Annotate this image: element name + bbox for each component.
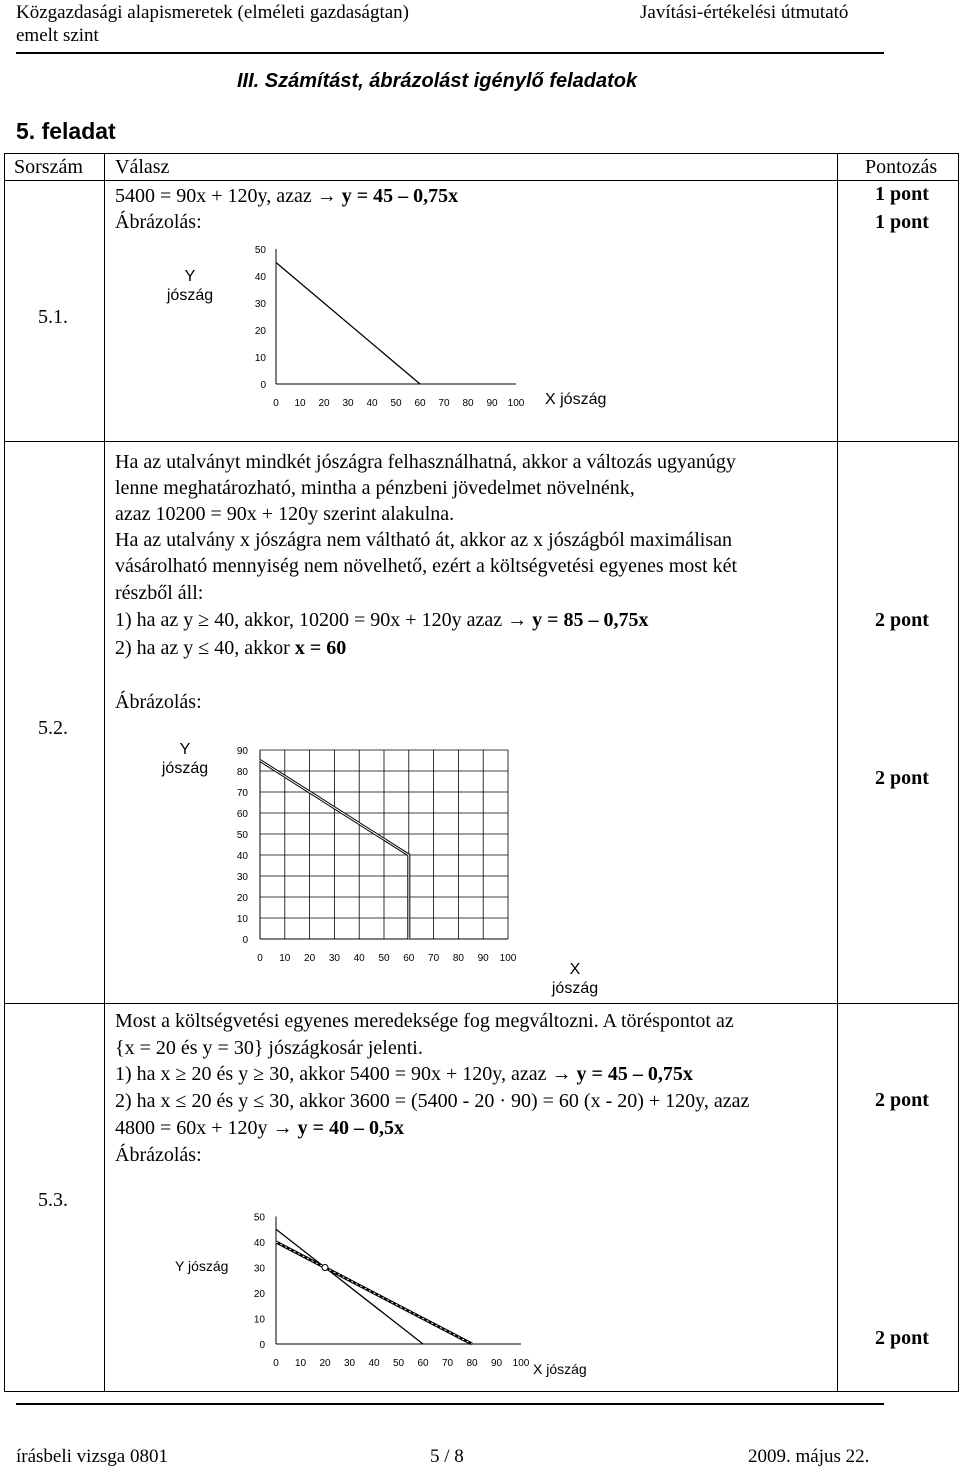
x-tick-label: 60 bbox=[414, 398, 426, 409]
x-tick-label: 80 bbox=[452, 953, 464, 964]
x-tick-label: 70 bbox=[428, 953, 440, 964]
chart-5-2 bbox=[220, 735, 530, 970]
y-tick-label: 50 bbox=[236, 830, 248, 841]
header-title: Közgazdasági alapismeretek (elméleti gazdaságtan) bbox=[16, 2, 409, 23]
x-tick-label: 10 bbox=[279, 953, 291, 964]
y-tick-label: 70 bbox=[236, 788, 248, 799]
x-tick-label: 20 bbox=[318, 398, 330, 409]
x-tick-label: 80 bbox=[462, 398, 474, 409]
text-line: vásárolható mennyiség nem növelhető, ezért a költségvetési egyenes most két bbox=[115, 555, 738, 577]
y-tick-label: 80 bbox=[236, 767, 248, 778]
text-line: {x = 20 és y = 30} jószágkosár jelenti. bbox=[115, 1037, 423, 1059]
y-tick-label: 10 bbox=[254, 353, 266, 364]
x-tick-label: 30 bbox=[343, 1358, 356, 1369]
y-tick-label: 30 bbox=[254, 299, 266, 310]
table-divider bbox=[837, 153, 838, 1392]
x-tick-label: 60 bbox=[403, 953, 415, 964]
header-right: Javítási-értékelési útmutató bbox=[640, 2, 849, 23]
text-line: lenne meghatározható, mintha a pénzbeni jövedelmet növelnénk, bbox=[115, 477, 635, 499]
x-tick-label: 30 bbox=[342, 398, 354, 409]
x-tick-label: 70 bbox=[441, 1358, 454, 1369]
x-tick-label: 90 bbox=[486, 398, 498, 409]
x-tick-label: 20 bbox=[319, 1358, 331, 1369]
score: 1 pont bbox=[875, 183, 929, 205]
x-tick-label: 20 bbox=[304, 953, 316, 964]
x-tick-label: 40 bbox=[368, 1358, 380, 1369]
table-divider bbox=[4, 1003, 959, 1004]
x-axis-title: X jószág bbox=[551, 961, 599, 997]
y-tick-label: 30 bbox=[236, 872, 248, 883]
score: 2 pont bbox=[875, 1089, 929, 1111]
case-1: 1) ha az y ≥ 40, akkor, 10200 = 90x + 120y azaz → y = 85 – 0,75x bbox=[115, 609, 649, 631]
footer-left: írásbeli vizsga 0801 bbox=[16, 1446, 168, 1467]
x-tick-label: 50 bbox=[392, 1358, 405, 1369]
y-tick-label: 30 bbox=[253, 1263, 265, 1275]
x-tick-label: 90 bbox=[477, 953, 489, 964]
x-tick-label: 10 bbox=[294, 1358, 307, 1369]
y-axis-title: Y jószág bbox=[161, 741, 209, 777]
row-number-5-1: 5.1. bbox=[38, 306, 68, 328]
x-tick-label: 0 bbox=[273, 398, 279, 409]
y-axis-title: Y jószág bbox=[175, 1258, 229, 1274]
row-number-5-2: 5.2. bbox=[38, 717, 68, 739]
y-tick-label: 40 bbox=[253, 1238, 265, 1249]
abrazolas-label: Ábrázolás: bbox=[115, 691, 202, 713]
case-1: 1) ha x ≥ 20 és y ≥ 30, akkor 5400 = 90x + 120y, azaz → y = 45 – 0,75x bbox=[115, 1063, 693, 1085]
x-axis-title: X jószág bbox=[545, 391, 607, 408]
case-2: 2) ha az y ≤ 40, akkor x = 60 bbox=[115, 637, 347, 659]
header-level: emelt szint bbox=[16, 25, 99, 46]
equation-5-1: 5400 = 90x + 120y, azaz → y = 45 – 0,75x bbox=[115, 185, 459, 207]
y-tick-label: 0 bbox=[242, 935, 248, 946]
header-rule bbox=[16, 52, 884, 54]
x-tick-label: 40 bbox=[353, 953, 365, 964]
x-tick-label: 90 bbox=[490, 1358, 503, 1369]
row-number-5-3: 5.3. bbox=[38, 1189, 68, 1211]
x-tick-label: 0 bbox=[273, 1358, 279, 1369]
page-number: 5 / 8 bbox=[430, 1446, 464, 1467]
chart-5-3 bbox=[230, 1195, 540, 1375]
y-tick-label: 10 bbox=[236, 914, 248, 925]
x-tick-label: 10 bbox=[294, 398, 306, 409]
table-divider bbox=[4, 441, 959, 442]
section-title: III. Számítást, ábrázolást igénylő feladatok bbox=[237, 70, 638, 92]
x-tick-label: 0 bbox=[257, 953, 263, 964]
score: 2 pont bbox=[875, 609, 929, 631]
y-tick-label: 50 bbox=[254, 245, 266, 256]
case-2-result: 4800 = 60x + 120y → y = 40 – 0,5x bbox=[115, 1117, 404, 1139]
x-tick-label: 80 bbox=[466, 1358, 478, 1369]
x-tick-label: 70 bbox=[438, 398, 450, 409]
abrazolas-label: Ábrázolás: bbox=[115, 211, 202, 233]
y-axis-title: Y jószág bbox=[166, 268, 214, 304]
score: 2 pont bbox=[875, 767, 929, 789]
x-tick-label: 40 bbox=[366, 398, 378, 409]
table-divider bbox=[104, 153, 105, 1392]
table-divider bbox=[4, 180, 959, 181]
y-tick-label: 90 bbox=[236, 746, 248, 757]
text-line: Ha az utalvány x jószágra nem váltható át, akkor az x jószágból maximálisan bbox=[115, 529, 733, 551]
x-tick-label: 50 bbox=[378, 953, 390, 964]
x-tick-label: 50 bbox=[390, 398, 402, 409]
break-point bbox=[322, 1265, 328, 1271]
col-header-valasz: Válasz bbox=[115, 156, 170, 178]
y-tick-label: 20 bbox=[254, 326, 266, 337]
footer-rule bbox=[16, 1403, 884, 1405]
y-tick-label: 40 bbox=[254, 272, 266, 283]
budget-line bbox=[276, 1229, 423, 1344]
score: 1 pont bbox=[875, 211, 929, 233]
y-tick-label: 0 bbox=[259, 1340, 265, 1351]
text-line: Most a költségvetési egyenes meredeksége fog megváltozni. A töréspontot az bbox=[115, 1010, 734, 1032]
abrazolas-label: Ábrázolás: bbox=[115, 1144, 202, 1166]
x-tick-label: 100 bbox=[512, 1358, 530, 1369]
x-tick-label: 30 bbox=[328, 953, 340, 964]
x-axis-title: X jószág bbox=[533, 1361, 587, 1377]
col-header-sorszam: Sorszám bbox=[14, 156, 83, 178]
col-header-pontozas: Pontozás bbox=[865, 156, 938, 178]
y-tick-label: 60 bbox=[236, 809, 248, 820]
footer-date: 2009. május 22. bbox=[748, 1446, 870, 1467]
score: 2 pont bbox=[875, 1327, 929, 1349]
text-line: azaz 10200 = 90x + 120y szerint alakulna. bbox=[115, 503, 455, 525]
x-tick-label: 100 bbox=[499, 953, 517, 964]
budget-line bbox=[276, 263, 420, 385]
y-tick-label: 40 bbox=[236, 851, 248, 862]
chart-5-1 bbox=[230, 240, 530, 410]
y-tick-label: 0 bbox=[260, 380, 266, 391]
y-tick-label: 20 bbox=[236, 893, 248, 904]
text-line: Ha az utalványt mindkét jószágra felhasználhatná, akkor a változás ugyanúgy bbox=[115, 451, 736, 473]
case-2: 2) ha x ≤ 20 és y ≤ 30, akkor 3600 = (5400 - 20 · 90) = 60 (x - 20) + 120y, azaz bbox=[115, 1090, 750, 1112]
x-tick-label: 100 bbox=[507, 398, 525, 409]
y-tick-label: 10 bbox=[253, 1314, 265, 1326]
x-tick-label: 60 bbox=[417, 1358, 429, 1369]
y-tick-label: 50 bbox=[253, 1212, 265, 1224]
y-tick-label: 20 bbox=[253, 1289, 265, 1300]
task-title: 5. feladat bbox=[16, 118, 116, 144]
text-line: részből áll: bbox=[115, 582, 204, 604]
